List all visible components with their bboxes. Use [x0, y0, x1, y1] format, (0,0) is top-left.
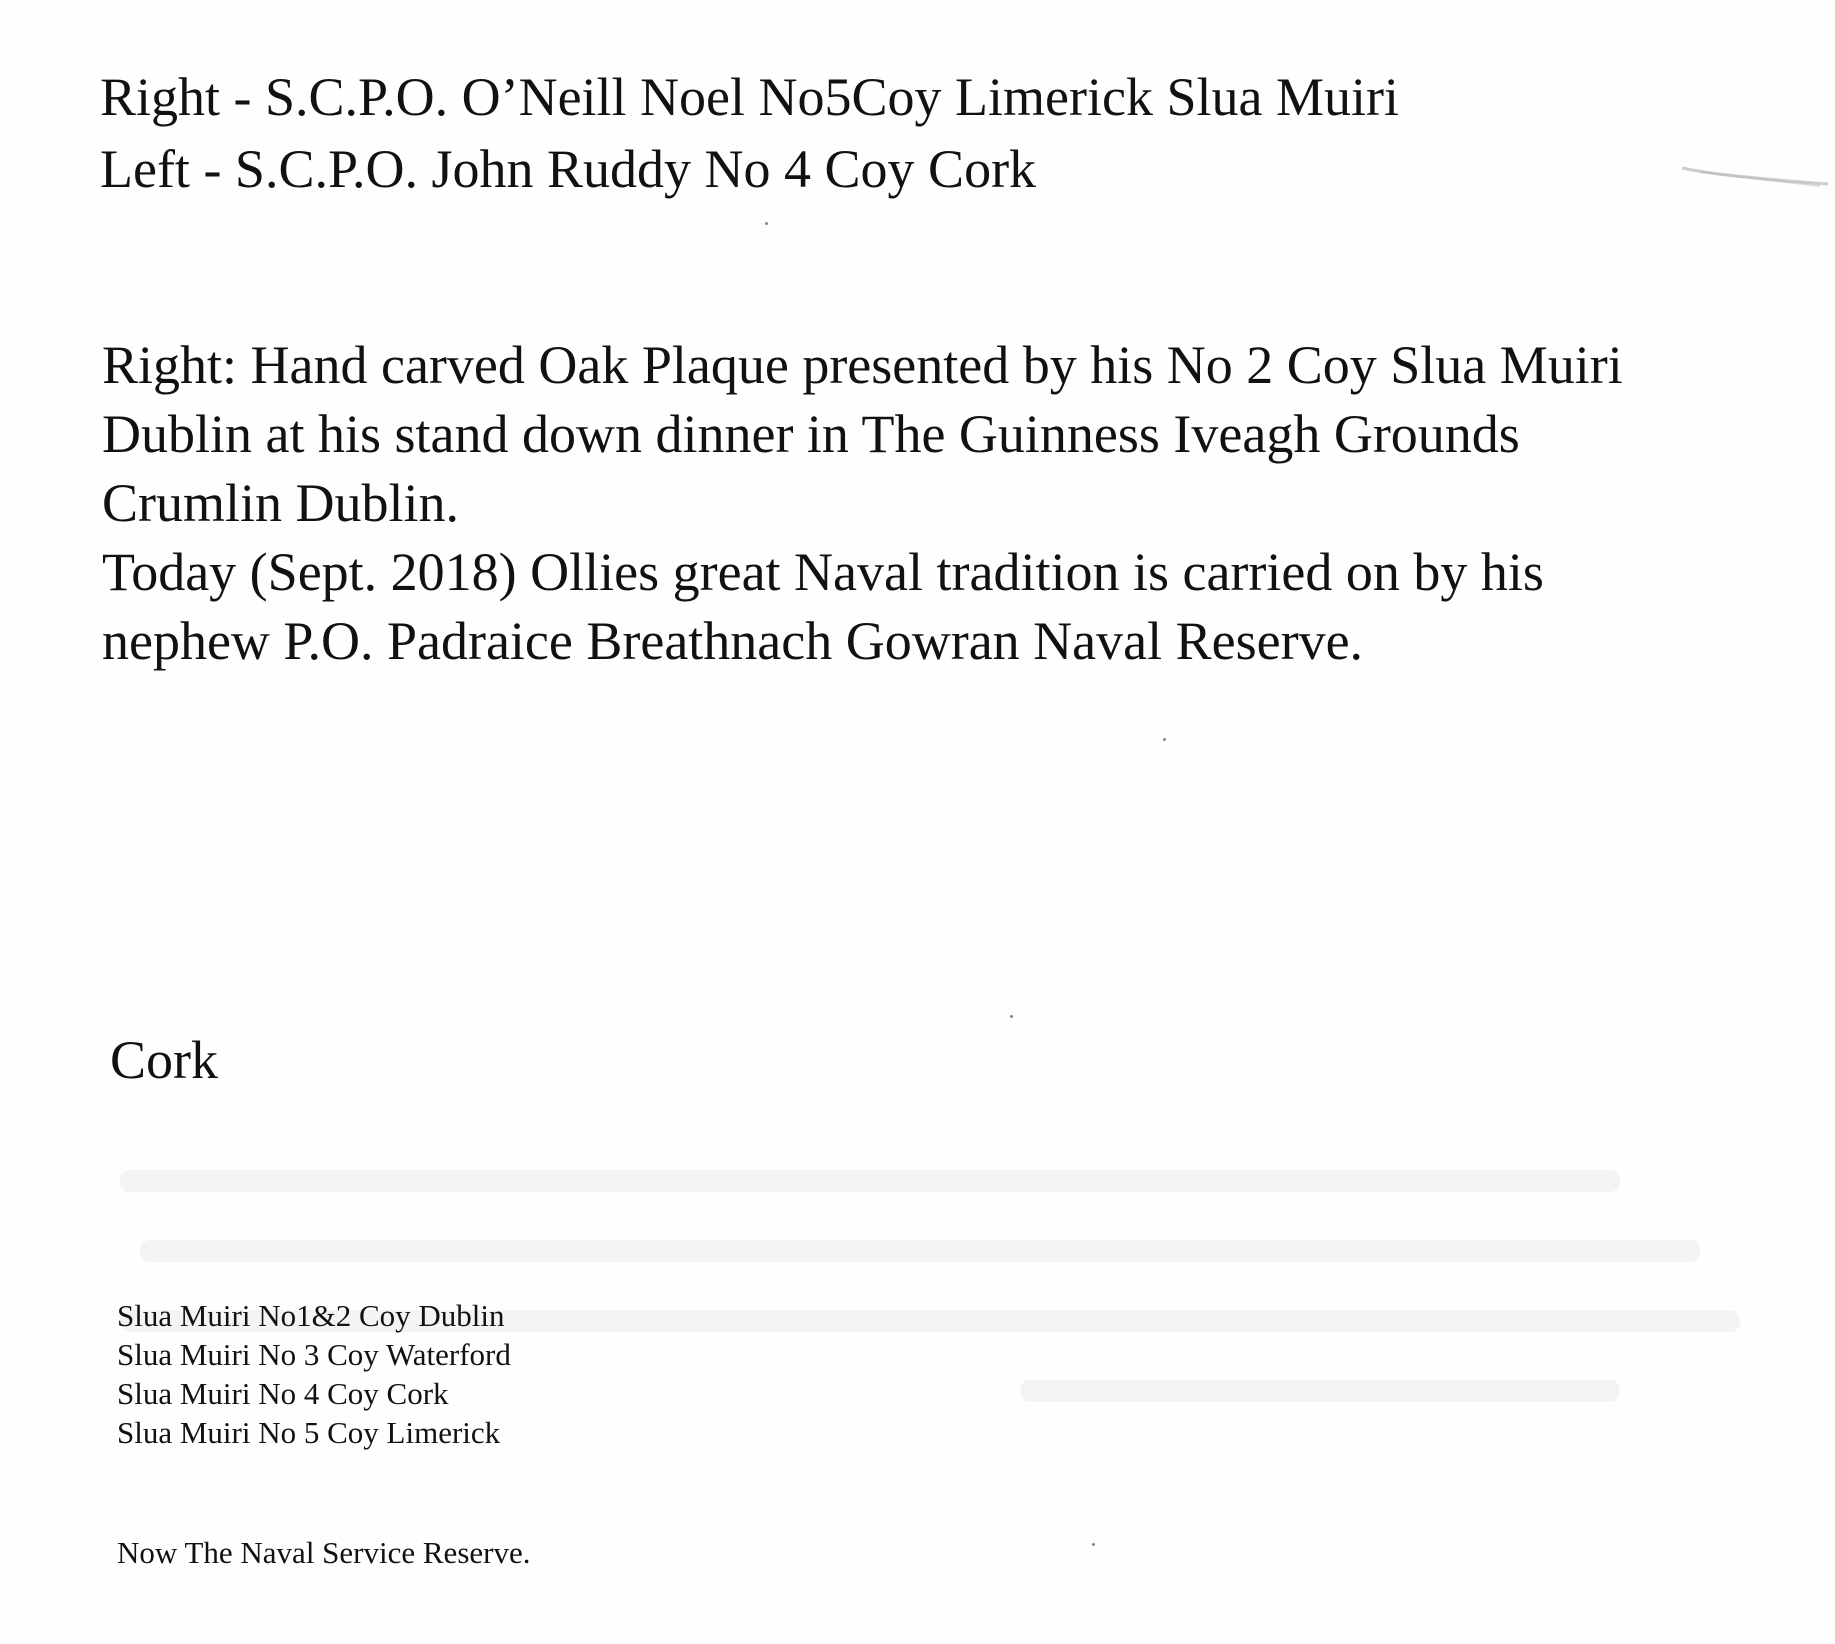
scan-speck — [765, 222, 768, 225]
footer-note: Now The Naval Service Reserve. — [117, 1535, 531, 1570]
scan-speck — [1163, 738, 1166, 741]
body-line: Crumlin Dublin. — [102, 473, 460, 533]
scan-smudge — [1680, 160, 1830, 190]
company-item: Slua Muiri No1&2 Coy Dublin — [117, 1298, 505, 1333]
heading-line-right: Right - S.C.P.O. O’Neill Noel No5Coy Limerick Slua Muiri — [100, 67, 1399, 127]
scan-speck — [1010, 1015, 1013, 1018]
heading-line-left: Left - S.C.P.O. John Ruddy No 4 Coy Cork — [100, 139, 1037, 199]
company-item: Slua Muiri No 3 Coy Waterford — [117, 1337, 511, 1372]
company-item: Slua Muiri No 4 Coy Cork — [117, 1376, 449, 1411]
company-item: Slua Muiri No 5 Coy Limerick — [117, 1415, 501, 1450]
cork-label: Cork — [110, 1030, 218, 1090]
body-line: Today (Sept. 2018) Ollies great Naval tradition is carried on by his — [102, 542, 1544, 602]
body-line: Dublin at his stand down dinner in The Guinness Iveagh Grounds — [102, 404, 1520, 464]
scan-speck — [1092, 1543, 1095, 1546]
body-line: nephew P.O. Padraice Breathnach Gowran Naval Reserve. — [102, 611, 1364, 671]
body-line: Right: Hand carved Oak Plaque presented by his No 2 Coy Slua Muiri — [102, 335, 1623, 395]
